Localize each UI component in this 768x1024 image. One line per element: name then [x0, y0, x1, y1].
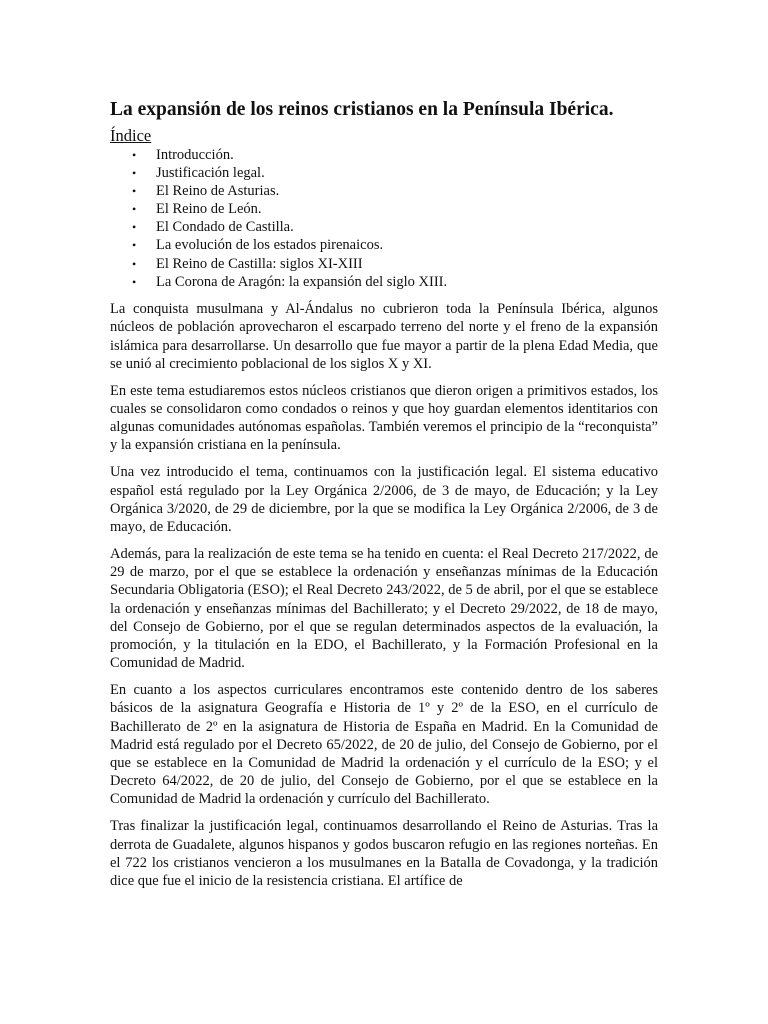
body-paragraph: En cuanto a los aspectos curriculares encontramos este contenido dentro de los saberes básicos de la asignatura Geografía e Historia de 1º y 2º de la ESO, en el currículo de Bachillerato de 2º en la asignatura de Historia de España en Madrid. En la Comunidad de Madrid está regulado por el Decreto 65/2022, de 20 de julio, del Consejo de Gobierno, por el que se establece en la Comunidad de Madrid la ordenación y el currículo de la ESO; y el Decreto 64/2022, de 20 de julio, del Consejo de Gobierno, por el que se establece en la Comunidad de Madrid la ordenación y currículo del Bachillerato. — [110, 682, 658, 808]
bullet-icon: • — [132, 148, 137, 162]
toc-item-reino-castilla — [110, 255, 658, 273]
toc-item-condado-castilla — [110, 218, 658, 236]
toc-item-introduccion — [110, 146, 658, 164]
bullet-icon: • — [132, 256, 137, 271]
table-of-contents — [110, 146, 658, 291]
toc-item-label: El Reino de Asturias. — [156, 183, 280, 200]
body-paragraph: En este tema estudiaremos estos núcleos cristianos que dieron origen a primitivos estados, los cuales se consolidaron como condados o reinos y que hoy guardan elementos identitarios con algunas comunidades autónomas españolas. También veremos el principio de la “reconquista” y la expansión cristiana en la península. — [110, 382, 658, 454]
body-paragraph: Además, para la realización de este tema se ha tenido en cuenta: el Real Decreto 217/2022, de 29 de marzo, por el que se establece la ordenación y enseñanzas mínimas de la Educación Secundaria Obligatoria (ESO); el Real Decreto 243/2022, de 5 de abril, por el que se establece la ordenación y enseñanzas mínimas del Bachillerato; y el Decreto 29/2022, de 18 de mayo, del Consejo de Gobierno, por el que se regulan determinados aspectos de la evaluación, la promoción, y la titulación en la EDO, el Bachillerato, y la Formación Profesional en la Comunidad de Madrid. — [110, 545, 658, 672]
body-paragraph: Una vez introducido el tema, continuamos con la justificación legal. El sistema educativo español está regulado por la Ley Orgánica 2/2006, de 3 de mayo, de Educación; y la Ley Orgánica 3/2020, de 29 de diciembre, por la que se modifica la Ley Orgánica 2/2006, de 3 de mayo, de Educación. — [110, 464, 658, 535]
toc-item-reino-asturias — [110, 182, 658, 200]
toc-item-label: La evolución de los estados pirenaicos. — [156, 237, 384, 254]
bullet-icon: • — [132, 238, 137, 253]
body-paragraph: La conquista musulmana y Al-Ándalus no cubrieron toda la Península Ibérica, algunos núcleos de población aprovecharon el escarpado terreno del norte y el freno de la expansión islámica para desarrollarse. Un desarrollo que fue mayor a partir de la plena Edad Media, que se unió al crecimiento poblacional de los siglos X y XI. — [110, 301, 658, 372]
toc-item-label: La Corona de Aragón: la expansión del siglo XIII. — [156, 273, 448, 290]
body-paragraph: Tras finalizar la justificación legal, continuamos desarrollando el Reino de Asturias. Tras la derrota de Guadalete, algunos hispanos y godos buscaron refugio en las regiones norteñas. En el 722 los cristianos vencieron a los musulmanes en la Batalla de Covadonga, y la tradición dice que fue el inicio de la resistencia cristiana. El artífice de — [110, 818, 658, 890]
toc-item-label: Introducción. — [156, 147, 234, 163]
toc-item-reino-leon — [110, 200, 658, 218]
bullet-icon: • — [132, 166, 137, 181]
toc-item-label: El Reino de León. — [156, 201, 262, 218]
toc-item-label: El Reino de Castilla: siglos XI-XIII — [156, 255, 363, 272]
toc-item-corona-aragon — [110, 273, 658, 291]
bullet-icon: • — [132, 184, 137, 199]
bullet-icon: • — [132, 274, 137, 289]
document-title: La expansión de los reinos cristianos en la Península Ibérica. — [110, 99, 614, 120]
bullet-icon: • — [132, 220, 137, 235]
toc-item-label: El Condado de Castilla. — [156, 219, 294, 236]
toc-item-label: Justificación legal. — [156, 165, 265, 182]
toc-item-justificacion-legal — [110, 164, 658, 182]
document-page — [110, 96, 658, 899]
bullet-icon: • — [132, 202, 137, 217]
toc-item-estados-pirenaicos — [110, 236, 658, 254]
index-heading: Índice — [110, 126, 152, 145]
